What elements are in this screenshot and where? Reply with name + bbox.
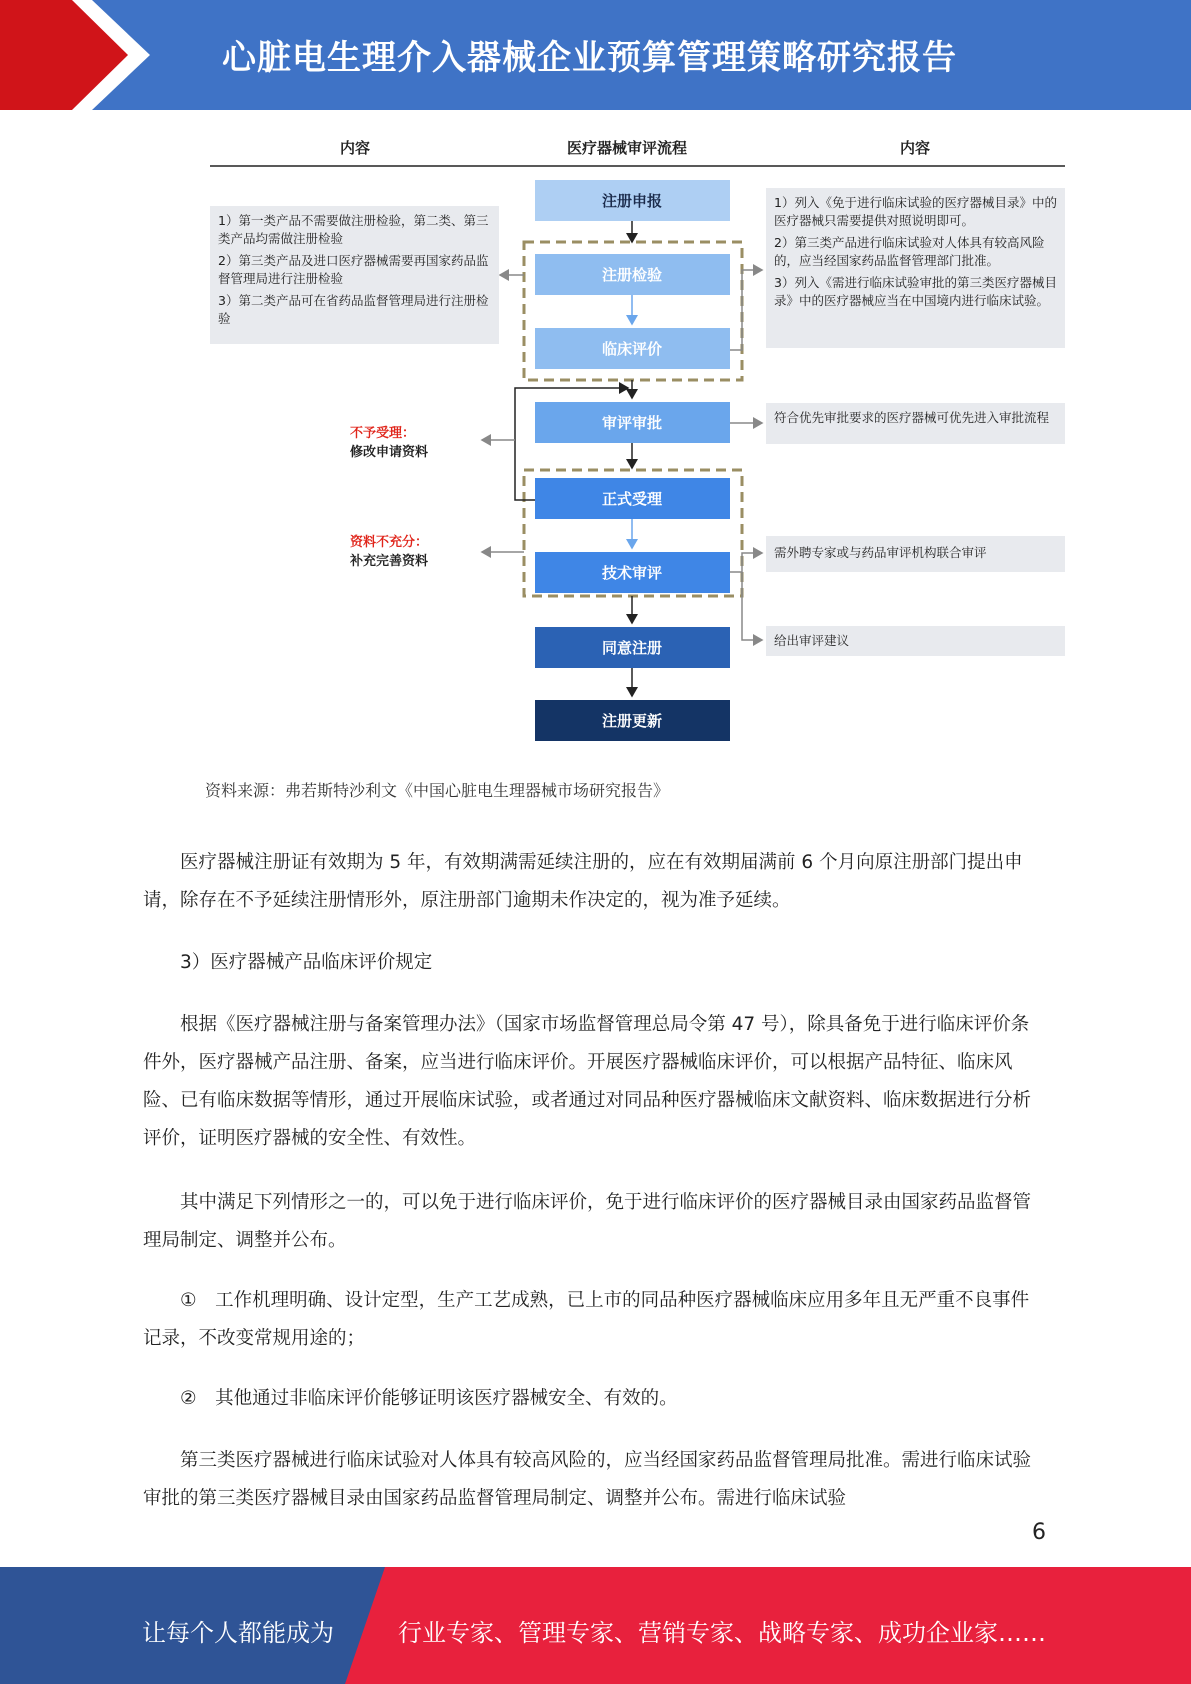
paragraph-7: 第三类医疗器械进行临床试验对人体具有较高风险的，应当经国家药品监督管理局批准。需进行临床试验审批的第三类医疗器械目录由国家药品监督管理局制定、调整并公布。需进行临床试验 [143, 1450, 1032, 1509]
paragraph-5: ① 工作机理明确、设计定型，生产工艺成熟，已上市的同品种医疗器械临床应用多年且无严重不良事件记录，不改变常规用途的； [143, 1290, 1030, 1349]
right-note-box-1 [766, 188, 1065, 348]
paragraph-1: 医疗器械注册证有效期为 5 年，有效期满需延续注册的，应在有效期届满前 6 个月向原注册部门提出申请，除存在不予延续注册情形外，原注册部门逾期未作决定的，视为准予延续。 [143, 852, 1023, 911]
col-center-header: 医疗器械审评流程 [566, 139, 688, 157]
col-right-header: 内容 [899, 139, 931, 157]
right-note-1-line-2: 2）第三类产品进行临床试验对人体具有较高风险的，应当经国家药品监督管理部门批准。 [774, 235, 1045, 268]
side-label-rejected [350, 424, 428, 462]
step-label-1: 注册申报 [601, 192, 663, 210]
left-note-line-2: 2）第三类产品及进口医疗器械需要再国家药品监督管理局进行注册检验 [218, 253, 489, 286]
col-left-header: 内容 [339, 139, 371, 157]
side-label-insufficient-black: 补充完善资料 [350, 554, 429, 569]
right-note-4-text: 给出审评建议 [774, 633, 850, 648]
page-number: 6 [1032, 1520, 1046, 1545]
figure-source: 资料来源：弗若斯特沙利文《中国心脏电生理器械市场研究报告》 [205, 781, 670, 800]
step-label-5: 正式受理 [601, 490, 663, 508]
paragraph-3: 根据《医疗器械注册与备案管理办法》（国家市场监督管理总局令第 47 号），除具备免于进行临床评价条件外，医疗器械产品注册、备案，应当进行临床评价。开展医疗器械临床评价，可以根据产品特征、临床风险、已有临床数据等情形，通过开展临床试验，或者通过对同品种医疗器械临床文献资料、临床数据进行分析评价，证明医疗器械的安全性、有效性。 [143, 1014, 1032, 1149]
paragraph-4: 其中满足下列情形之一的，可以免于进行临床评价，免于进行临床评价的医疗器械目录由国家药品监督管理局制定、调整并公布。 [143, 1192, 1032, 1251]
step-label-4: 审评审批 [601, 414, 663, 432]
footer-slogan-left: 让每个人都能成为 [142, 1619, 334, 1647]
review-flowchart [0, 0, 1191, 800]
step-label-6: 技术审评 [601, 564, 663, 582]
right-note-box-2 [766, 403, 1065, 444]
step-label-8: 注册更新 [601, 712, 663, 730]
step-label-3: 临床评价 [601, 340, 663, 358]
paragraph-2-heading: 3）医疗器械产品临床评价规定 [180, 952, 433, 973]
paragraph-6: ② 其他通过非临床评价能够证明该医疗器械安全、有效的。 [180, 1388, 678, 1409]
side-label-insufficient [350, 533, 428, 571]
left-note-box [210, 206, 499, 344]
side-label-rejected-red: 不予受理： [350, 426, 416, 441]
left-note-line-3: 3）第二类产品可在省药品监督管理局进行注册检验 [218, 293, 489, 326]
side-label-insufficient-red: 资料不充分： [350, 535, 429, 550]
side-label-rejected-black: 修改申请资料 [350, 445, 429, 460]
right-note-1-line-3: 3）列入《需进行临床试验审批的第三类医疗器械目录》中的医疗器械应当在中国境内进行临床试验。 [774, 275, 1057, 308]
footer-slogan-right: 行业专家、管理专家、营销专家、战略专家、成功企业家…… [398, 1619, 1046, 1647]
right-note-2-text: 符合优先审批要求的医疗器械可优先进入审批流程 [774, 410, 1050, 425]
right-note-3-text: 需外聘专家或与药品审评机构联合审评 [774, 545, 987, 560]
step-label-7: 同意注册 [601, 639, 663, 657]
right-note-box-3 [766, 536, 1065, 572]
page-title: 心脏电生理介入器械企业预算管理策略研究报告 [222, 38, 957, 78]
page-footer [0, 1567, 1191, 1684]
right-note-box-4 [766, 626, 1065, 656]
right-note-1-line-1: 1）列入《免于进行临床试验的医疗器械目录》中的医疗器械只需要提供对照说明即可。 [774, 195, 1057, 228]
left-note-line-1: 1）第一类产品不需要做注册检验，第二类、第三类产品均需做注册检验 [218, 213, 489, 246]
step-label-2: 注册检验 [601, 266, 663, 284]
